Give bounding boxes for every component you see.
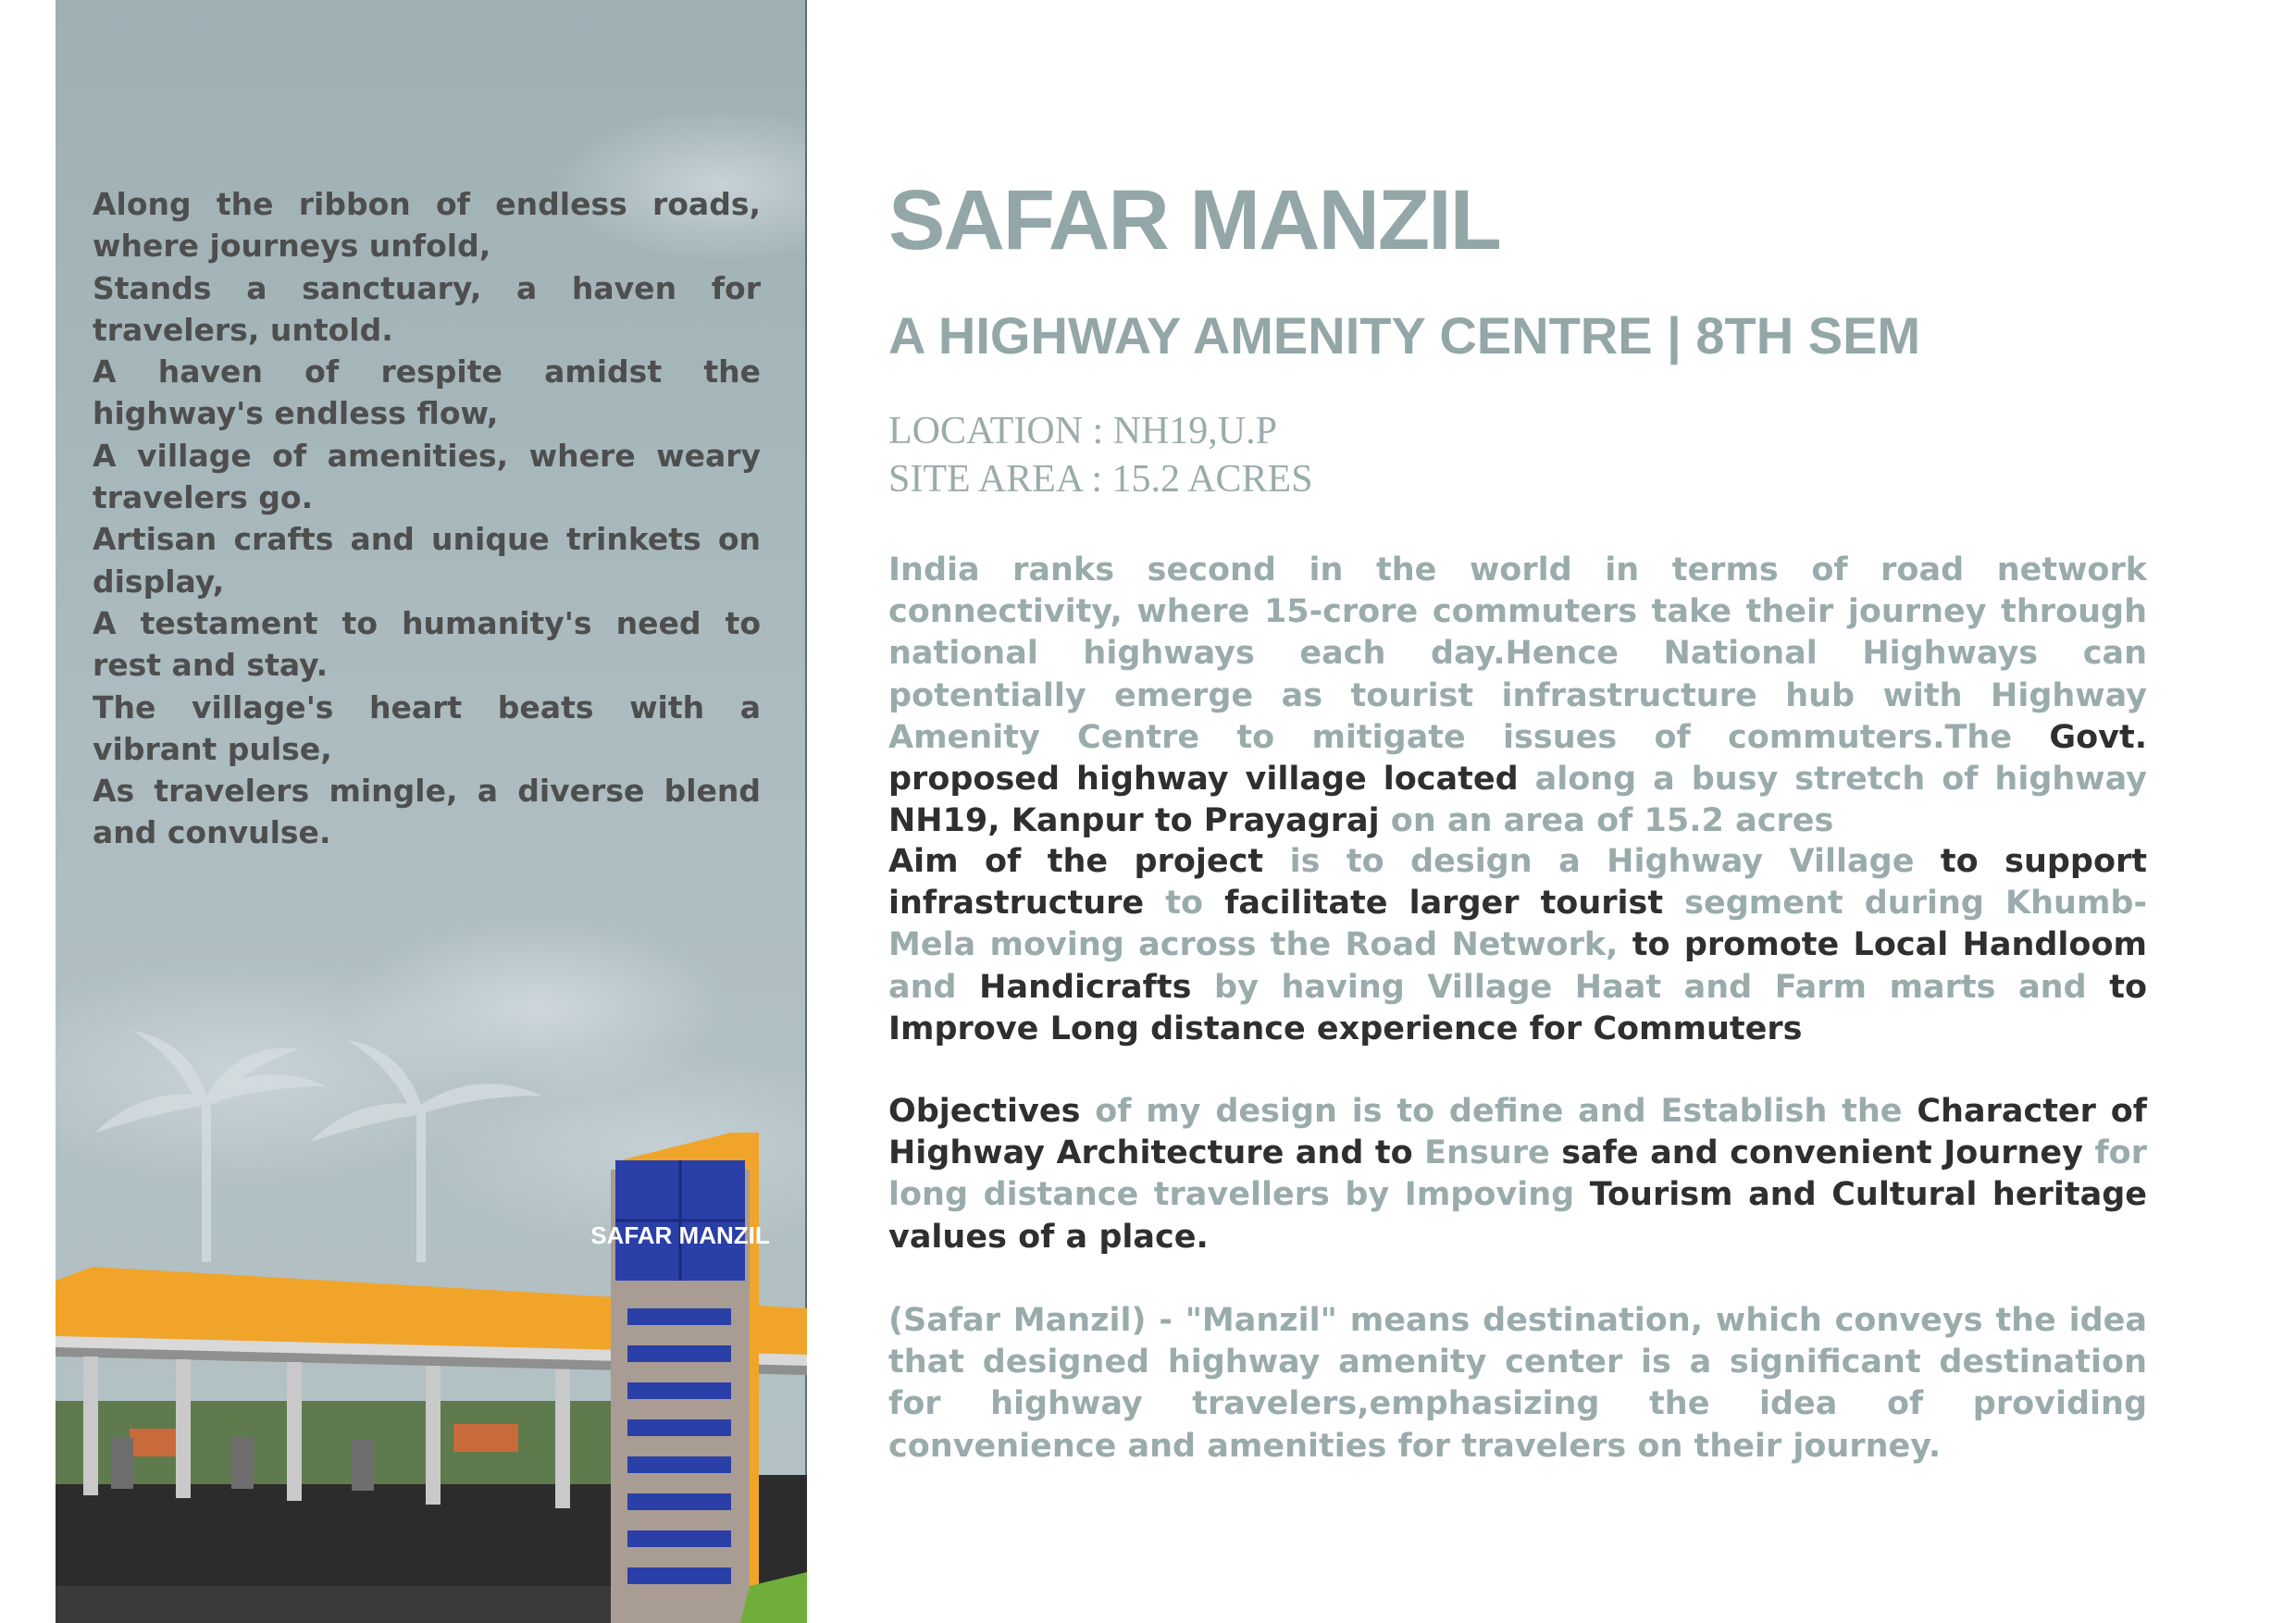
text-segment: India ranks second in the world in terms of road network connectivity, where 15-crore commuters take their journey through national highways each day.Hence National Highways can potentially emerge as tourist infrastructure hub with Highway Amenity Centre to mitigate issues of commuters.The <box>888 551 2147 756</box>
text-segment: (Safar Manzil) - "Manzil" means destination, which conveys the idea that designed highway amenity center is a significant destination for highway travelers,emphasizing the idea of providing convenience and amenities for travelers on their journey. <box>888 1302 2147 1465</box>
text-segment: is to design a Highway Village <box>1263 843 1941 880</box>
page-title: SAFAR MANZIL <box>888 173 1500 267</box>
text-segment: Tourism and Cultural heritage values of a place. <box>888 1176 2147 1256</box>
poem <box>93 183 761 854</box>
text-segment: Govt. proposed highway village located <box>888 718 2147 799</box>
poem-line: The village's heart beats with a vibrant pulse, <box>93 688 761 767</box>
left-panel <box>56 0 807 1623</box>
text-segment: for long distance travellers by Impoving <box>888 1134 2147 1214</box>
text-segment: facilitate larger tourist <box>1224 885 1664 923</box>
text-segment: Objectives <box>888 1093 1081 1130</box>
objectives-paragraph <box>888 1091 2147 1258</box>
text-segment: safe and convenient Journey <box>1561 1134 2083 1172</box>
page-subtitle: A HIGHWAY AMENITY CENTRE | 8TH SEM <box>888 306 1921 365</box>
text-segment: Aim of the project <box>888 843 1264 880</box>
meaning-paragraph <box>888 1300 2147 1468</box>
sign-title: SAFAR MANZIL <box>590 1221 770 1249</box>
project-meta <box>888 407 1313 503</box>
palm-tree-icon <box>95 1031 541 1262</box>
poem-line: A village of amenities, where weary travelers go. <box>93 437 761 516</box>
text-segment: along a busy stretch of highway <box>1518 761 2147 799</box>
text-segment: NH19, Kanpur to Prayagraj <box>888 802 1380 840</box>
text-segment: by having Village Haat and Farm marts and <box>1191 968 2110 1006</box>
text-segment: to support infrastructure <box>888 843 2148 923</box>
pylon-sign <box>590 1133 770 1623</box>
intro-paragraph <box>888 550 2147 842</box>
poem-line: As travelers mingle, a diverse blend and convulse. <box>93 773 761 851</box>
text-segment: and <box>888 968 980 1006</box>
text-segment: Ensure <box>1412 1134 1562 1172</box>
text-segment: of my design is to define and Establish the <box>1080 1093 1917 1130</box>
text-segment: Character of Highway Architecture and to <box>888 1093 2147 1172</box>
poem-line: Stands a sanctuary, a haven for travelers, untold. <box>93 269 761 348</box>
text-segment: segment during Khumb-Mela moving across the Road Network, <box>888 885 2147 964</box>
poem-line: A testament to humanity's need to rest and stay. <box>93 604 761 684</box>
poem-line: Along the ribbon of endless roads, where journeys unfold, <box>93 186 761 265</box>
site-area-text: SITE AREA : 15.2 ACRES <box>888 458 1313 501</box>
poem-line: Artisan crafts and unique trinkets on display, <box>93 521 761 600</box>
text-segment: to Improve Long distance experience for Commuters <box>888 968 2148 1047</box>
text-segment: on an area of 15.2 acres <box>1379 802 1834 840</box>
poem-line: A haven of respite amidst the highway's endless flow, <box>93 353 761 432</box>
text-segment: to promote Local Handloom <box>1632 926 2147 964</box>
aim-paragraph <box>888 841 2147 1050</box>
text-segment: Handicrafts <box>979 968 1192 1006</box>
text-segment: to <box>1144 885 1225 923</box>
amenity-centre-illustration <box>56 1031 807 1623</box>
location-text: LOCATION : NH19,U.P <box>888 410 1277 452</box>
